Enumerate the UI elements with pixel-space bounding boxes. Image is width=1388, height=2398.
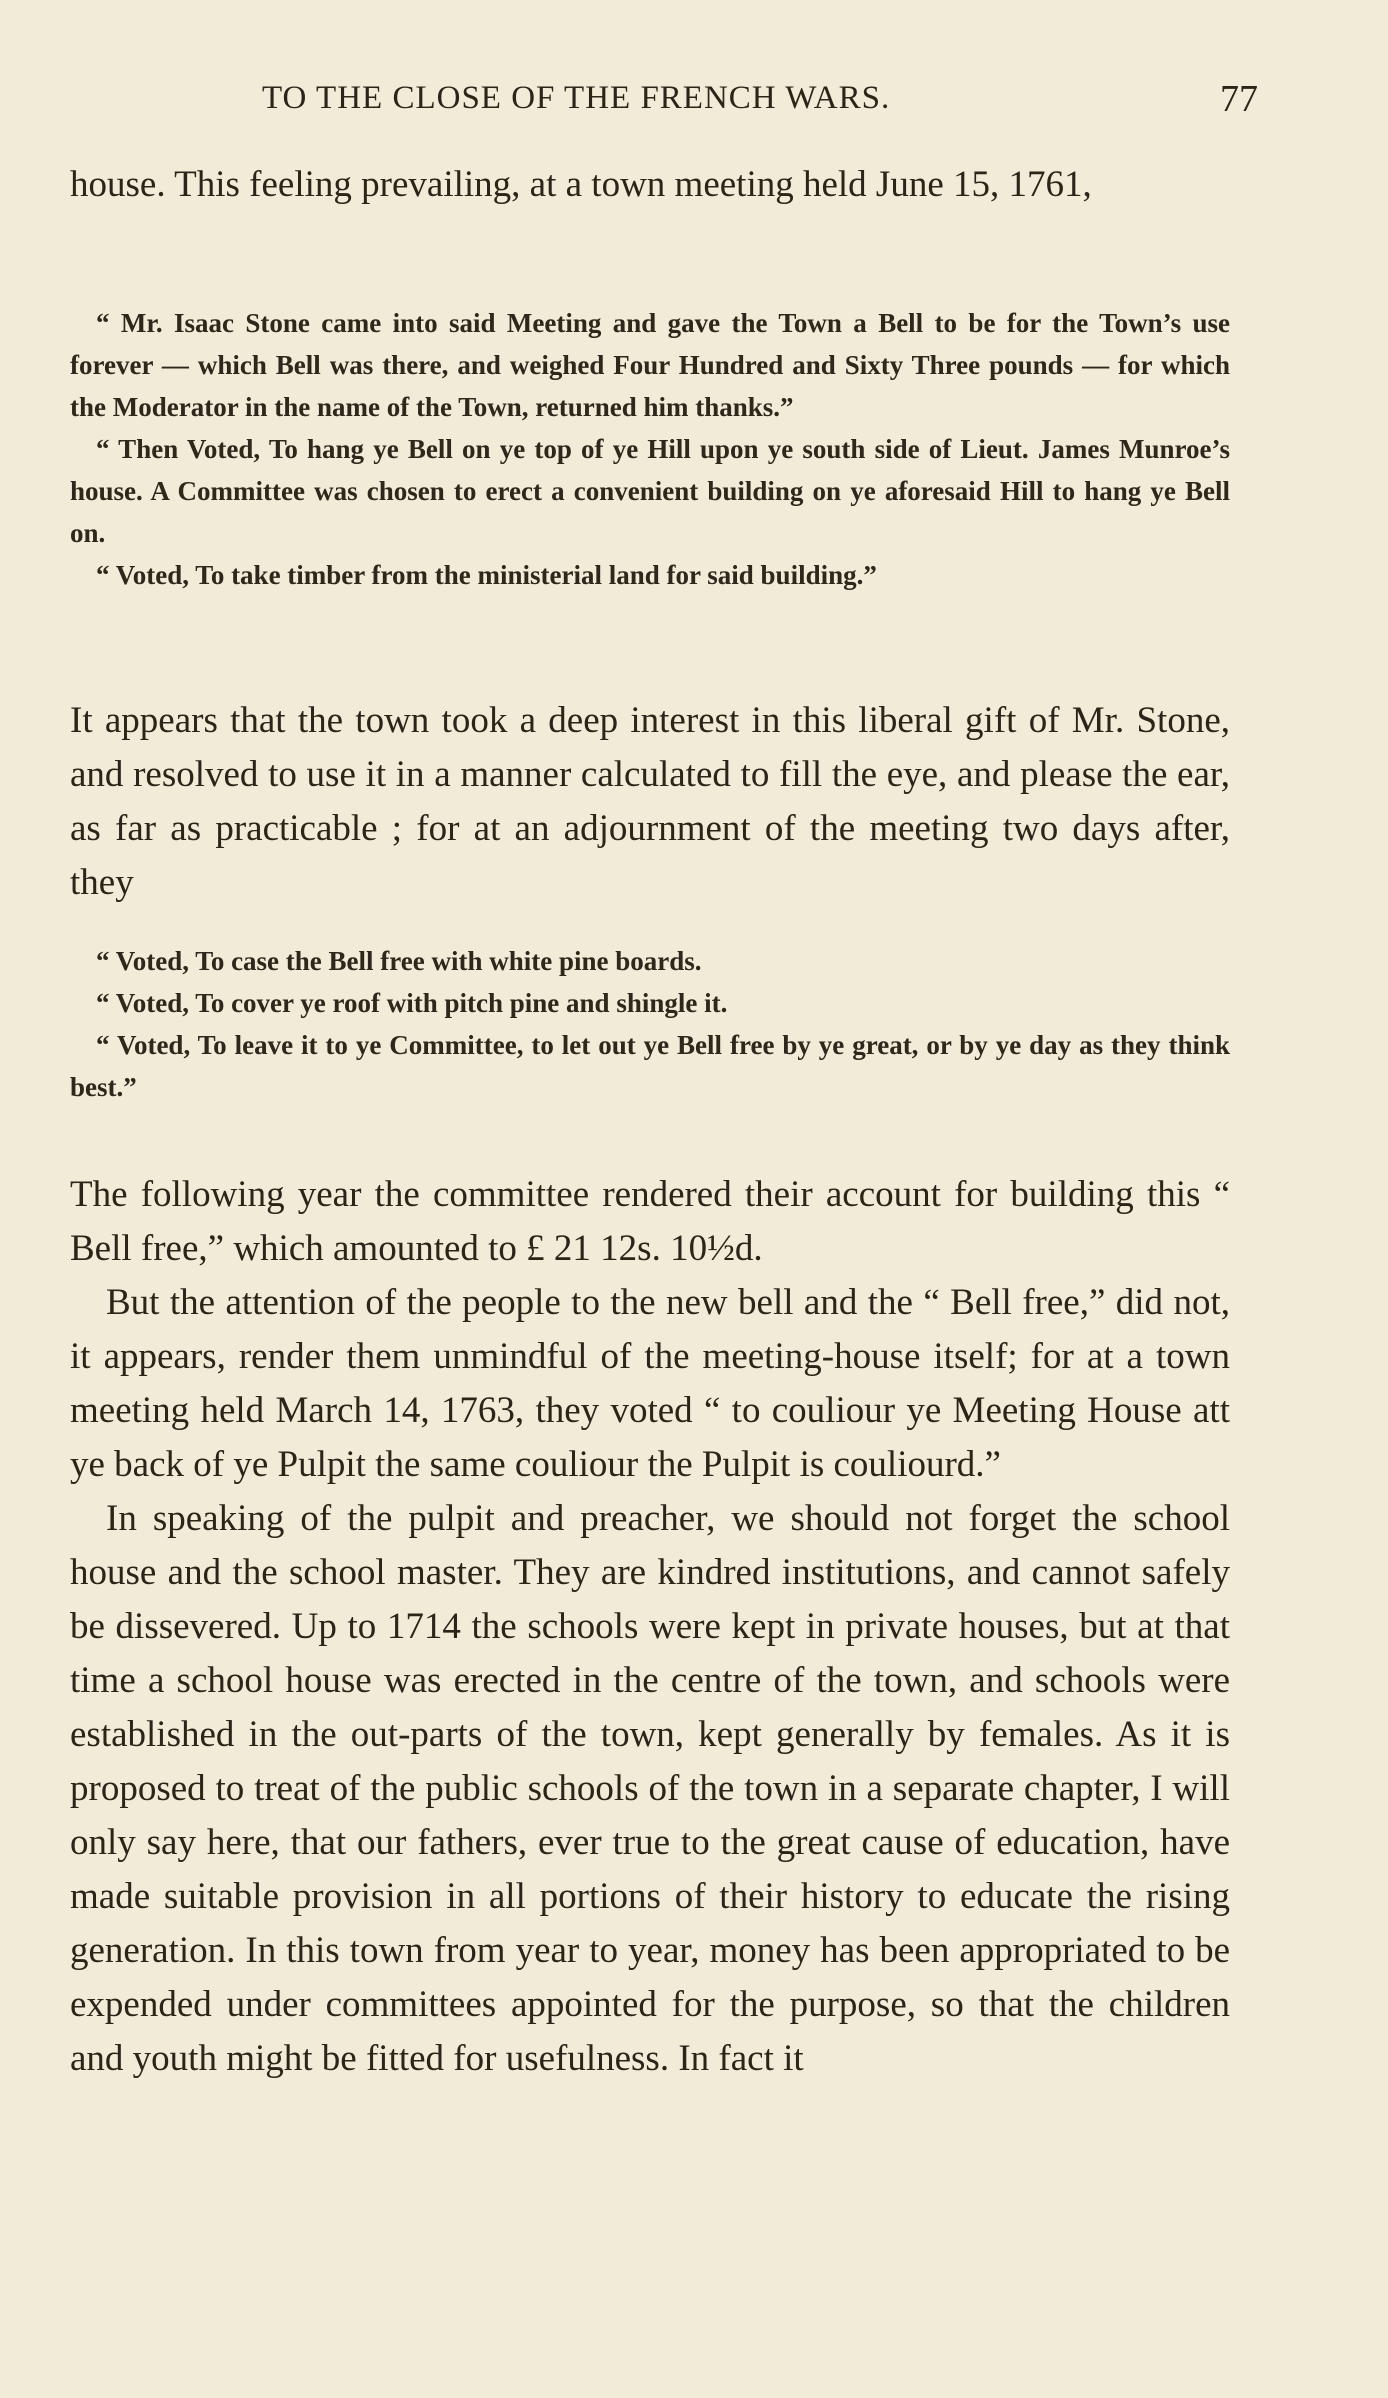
main-text-block (70, 1168, 1230, 2086)
running-head: TO THE CLOSE OF THE FRENCH WARS. (262, 80, 891, 116)
town-record-quote-2 (70, 940, 1230, 1108)
town-record-quote-1 (70, 302, 1230, 596)
quote-let-out-bell: “ Voted, To leave it to ye Committee, to let out ye Bell free by ye great, or by ye day as they think best.” (70, 1030, 1230, 1102)
paragraph-opening: house. This feeling prevailing, at a town meeting held June 15, 1761, (70, 164, 1092, 205)
quote-hang-bell: “ Then Voted, To hang ye Bell on ye top of ye Hill upon ye south side of Lieut. James Munroe’s house. A Committee was chosen to erect a convenient building on ye aforesaid Hill to hang ye Bell on. (70, 434, 1230, 548)
paragraph-interest: It appears that the town took a deep interest in this liberal gift of Mr. Stone, and resolved to use it in a manner calculated to fill the eye, and please the ear, as far as practicable ; for at an adjournment of the meeting two days after, they (70, 700, 1230, 903)
quote-cover-roof: “ Voted, To cover ye roof with pitch pine and shingle it. (96, 988, 728, 1018)
interest-paragraph-block (70, 694, 1230, 910)
quote-timber: “ Voted, To take timber from the ministerial land for said building.” (96, 560, 877, 590)
quote-case-bell: “ Voted, To case the Bell free with white pine boards. (96, 946, 702, 976)
paragraph-meeting-house: But the attention of the people to the new bell and the “ Bell free,” did not, it appears, render them unmindful of the meeting-house itself; for at a town meeting held March 14, 1763, they voted “ to couliour ye Meeting House att ye back of ye Pulpit the same couliour the Pulpit is couliourd.” (70, 1282, 1230, 1485)
page-header (262, 80, 1258, 130)
page-number: 77 (1220, 78, 1258, 120)
paragraph-schools: In speaking of the pulpit and preacher, we should not forget the school house and the school master. They are kindred institutions, and cannot safely be dissevered. Up to 1714 the schools were kept in private houses, but at that time a school house was erected in the centre of the town, and schools were established in the out-parts of the town, kept generally by females. As it is proposed to treat of the public schools of the town in a separate chapter, I will only say here, that our fathers, ever true to the great cause of education, have made suitable provision in all portions of their history to educate the rising generation. In this town from year to year, money has been appropriated to be expended under committees appointed for the purpose, so that the children and youth might be fitted for usefulness. In fact it (70, 1498, 1230, 2079)
opening-paragraph-block (70, 158, 1230, 212)
paragraph-account: The following year the committee rendered their account for building this “ Bell free,” which amounted to £ 21 12s. 10½d. (70, 1174, 1230, 1269)
quote-bell-gift: “ Mr. Isaac Stone came into said Meeting and gave the Town a Bell to be for the Town’s use forever — which Bell was there, and weighed Four Hundred and Sixty Three pounds — for which the Moderator in the name of the Town, returned him thanks.” (70, 308, 1230, 422)
